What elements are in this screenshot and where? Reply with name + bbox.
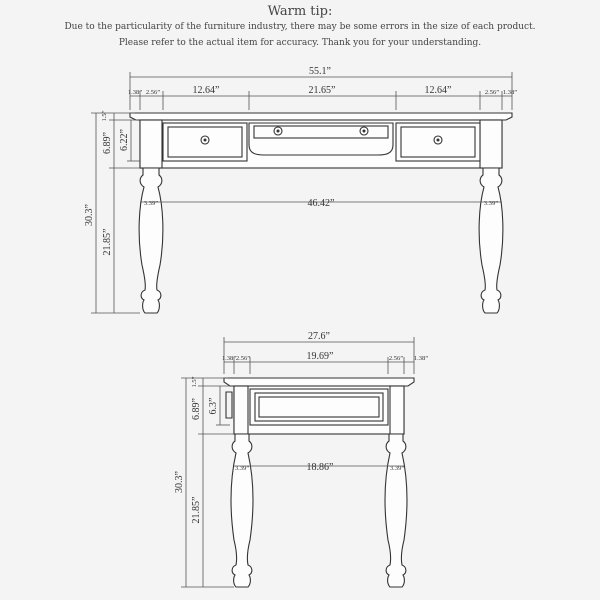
front-apron-height: 6.89” (102, 132, 113, 154)
side-leg-block-right (390, 386, 404, 434)
front-drawer-center (249, 123, 393, 155)
side-overhang-left: 1.38” (221, 355, 237, 362)
side-apron-height: 6.89” (191, 398, 202, 420)
side-leg-block-left (234, 386, 248, 434)
side-overhang-right: 1.38” (413, 355, 429, 362)
front-overhang-right: 1.38” (502, 89, 518, 96)
side-leg-right (385, 434, 407, 587)
warm-tip-line-2: Please refer to the actual item for accuracy. Thank you for your understanding. (118, 38, 482, 48)
side-leg-width-right: 3.39” (389, 465, 405, 472)
warm-tip-title: Warm tip: (267, 4, 333, 19)
side-leg-left (231, 434, 253, 587)
front-overall-width: 55.1” (309, 66, 331, 77)
front-leg-width-right: 3.39” (483, 200, 499, 207)
warm-tip-line-1: Due to the particularity of the furniture industry, there may be some errors in the size of each product. (64, 22, 536, 32)
side-overall-height: 30.3” (174, 471, 185, 493)
side-leg-width-left: 3.39” (234, 465, 250, 472)
side-inner-width: 18.86” (306, 462, 334, 473)
side-top-thickness: 1.5” (191, 376, 198, 388)
front-drawer-left-width: 12.64” (192, 85, 220, 96)
front-tabletop (130, 113, 512, 120)
front-inner-width: 46.42” (307, 198, 335, 209)
front-leg-right-width: 2.56” (484, 89, 500, 96)
side-panel-width: 19.69” (306, 351, 334, 362)
front-leg-left (139, 168, 163, 313)
front-leg-height: 21.85” (102, 228, 113, 256)
side-view (174, 331, 428, 587)
front-view (84, 66, 517, 313)
front-leg-block-left (140, 120, 162, 168)
front-leg-block-right (480, 120, 502, 168)
side-leg-left-width: 2.56” (235, 355, 251, 362)
front-overall-height: 30.3” (84, 204, 95, 226)
front-drawer-center-width: 21.65” (308, 85, 336, 96)
front-overhang-left: 1.38” (127, 89, 143, 96)
side-overall-depth: 27.6” (308, 331, 330, 342)
front-leg-left-width: 2.56” (145, 89, 161, 96)
front-drawer-right-width: 12.64” (424, 85, 452, 96)
side-leg-right-width: 2.56” (388, 355, 404, 362)
front-leg-right (479, 168, 503, 313)
side-panel (250, 389, 388, 425)
side-leg-height: 21.85” (191, 496, 202, 524)
side-panel-height: 6.3” (208, 397, 219, 415)
front-leg-width-left: 3.39” (143, 200, 159, 207)
front-drawer-height: 6.22” (119, 129, 130, 151)
side-tabletop (224, 378, 414, 386)
front-top-thickness: 1.5” (101, 110, 108, 122)
